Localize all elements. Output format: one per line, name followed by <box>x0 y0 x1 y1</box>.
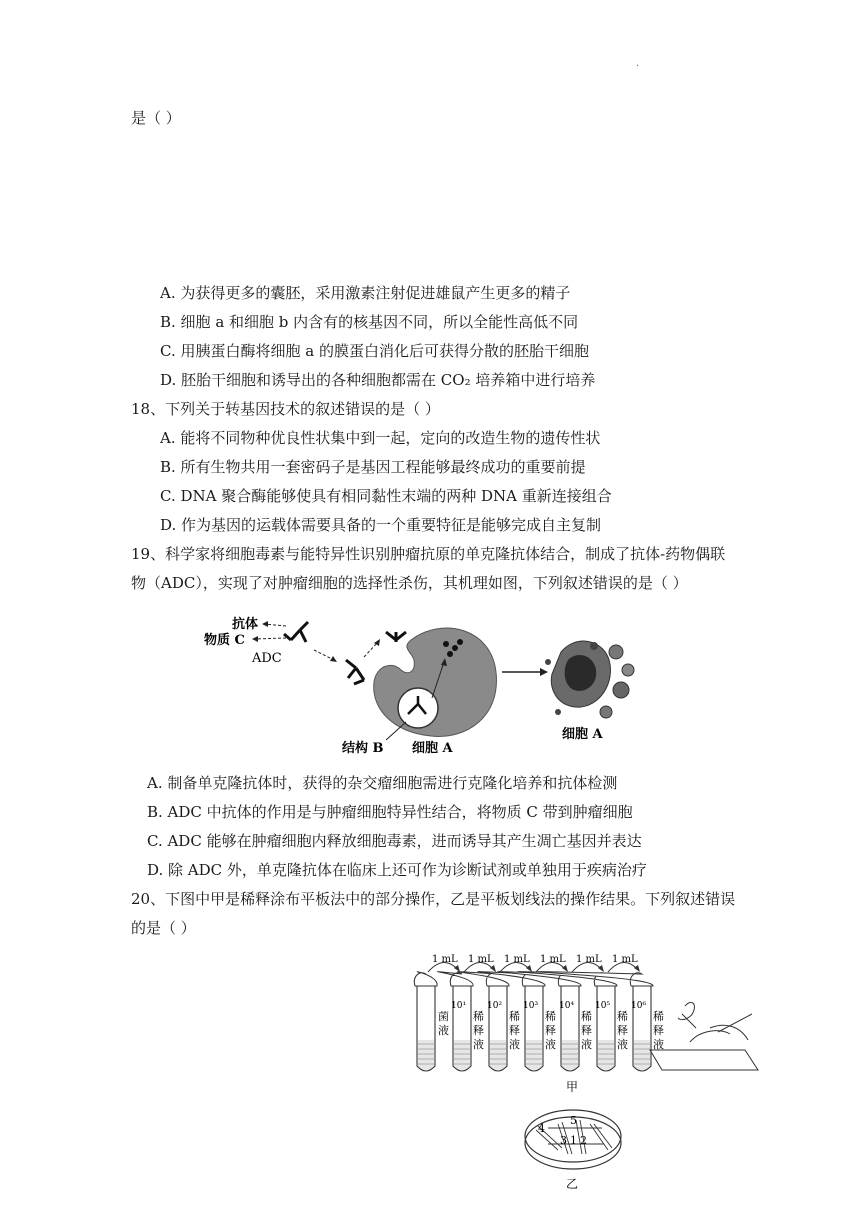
label-substance-c: 物质 C <box>204 633 245 648</box>
plate-number-5: 5 <box>570 1114 577 1127</box>
q17-option-b: B. 细胞 a 和细胞 b 内含有的核基因不同，所以全能性高低不同 <box>160 313 579 331</box>
q19-option-a: A. 制备单克隆抗体时，获得的杂交瘤细胞需进行克隆化培养和抗体检测 <box>147 774 618 792</box>
tube-label-char: 液 <box>581 1038 592 1051</box>
tube-label-char: 液 <box>438 1024 449 1037</box>
q19-stem-line2: 物（ADC），实现了对肿瘤细胞的选择性杀伤，其机理如图，下列叙述错误的是（ ） <box>131 574 688 592</box>
adc-bound-icon <box>346 660 364 684</box>
tube-label-char: 液 <box>545 1038 556 1051</box>
tube-label-char: 稀 <box>617 1010 628 1023</box>
q17-option-c: C. 用胰蛋白酶将细胞 a 的膜蛋白消化后可获得分散的胚胎干细胞 <box>160 342 589 360</box>
label-jia: 甲 <box>566 1080 579 1094</box>
transfer-volume-label: 1 mL <box>504 954 530 965</box>
dilution-tube <box>414 972 449 1071</box>
tube-label-char: 稀 <box>473 1010 484 1023</box>
label-adc: ADC <box>252 651 282 666</box>
q18-option-a: A. 能将不同物种优良性状集中到一起，定向的改造生物的遗传性状 <box>160 429 601 447</box>
transfer-arrows <box>428 954 640 972</box>
transfer-arrow <box>608 954 640 972</box>
dilution-tubes <box>414 972 664 1071</box>
tube-dilution-label: 10¹ <box>451 1001 467 1011</box>
transfer-arrow <box>500 954 532 972</box>
plate-number-4: 4 <box>538 1122 545 1135</box>
tube-dilution-label: 10⁶ <box>631 1001 647 1011</box>
transfer-arrow <box>572 954 604 972</box>
header-dot: . <box>636 58 640 69</box>
structure-b-shape <box>398 688 438 728</box>
label-antibody: 抗体 <box>232 617 259 632</box>
tube-label-char: 液 <box>617 1038 628 1051</box>
transfer-arrow <box>428 954 460 972</box>
label-cell-a: 细胞 A <box>412 741 453 756</box>
tube-label-char: 稀 <box>581 1010 592 1023</box>
tube-label-char: 液 <box>653 1038 664 1051</box>
q19-option-d: D. 除 ADC 外，单克隆抗体在临床上还可作为诊断试剂或单独用于疾病治疗 <box>147 861 647 879</box>
q20-stem-line1: 20、下图中甲是稀释涂布平板法中的部分操作，乙是平板划线法的操作结果。下列叙述错误 <box>131 890 736 908</box>
q18-stem: 18、下列关于转基因技术的叙述错误的是（ ） <box>131 400 440 418</box>
tube-label-char: 稀 <box>509 1010 520 1023</box>
tube-label-char: 释 <box>509 1024 520 1037</box>
q18-option-b: B. 所有生物共用一套密码子是基因工程能够最终成功的重要前提 <box>160 458 586 476</box>
transfer-volume-label: 1 mL <box>468 954 494 965</box>
tube-label-char: 释 <box>653 1024 664 1037</box>
tube-label-char: 释 <box>545 1024 556 1037</box>
q17-stem-tail: 是（ ） <box>131 109 181 127</box>
adc-mechanism-figure <box>196 612 656 758</box>
adc-antibody-icon <box>284 622 308 642</box>
transfer-volume-label: 1 mL <box>576 954 602 965</box>
transfer-volume-label: 1 mL <box>432 954 458 965</box>
q19-option-b: B. ADC 中抗体的作用是与肿瘤细胞特异性结合，将物质 C 带到肿瘤细胞 <box>147 803 633 821</box>
q19-option-c: C. ADC 能够在肿瘤细胞内释放细胞毒素，进而诱导其产生凋亡基因并表达 <box>147 832 642 850</box>
label-structure-b: 结构 B <box>342 741 384 756</box>
tube-label-char: 液 <box>473 1038 484 1051</box>
transfer-volume-label: 1 mL <box>612 954 638 965</box>
q20-stem-line2: 的是（ ） <box>131 919 196 937</box>
q17-option-a: A. 为获得更多的囊胚，采用激素注射促进雄鼠产生更多的精子 <box>160 284 571 302</box>
tube-label-char: 液 <box>509 1038 520 1051</box>
dilution-figure-jia <box>400 948 760 1098</box>
tube-label-char: 释 <box>473 1024 484 1037</box>
tube-dilution-label: 10⁴ <box>559 1001 575 1011</box>
q19-stem-line1: 19、科学家将细胞毒素与能特异性识别肿瘤抗原的单克隆抗体结合，制成了抗体-药物偶联 <box>131 545 726 563</box>
q18-option-d: D. 作为基因的运载体需要具备的一个重要特征是能够完成自主复制 <box>160 516 602 534</box>
apoptotic-cell-shape <box>545 641 634 718</box>
tube-dilution-label: 10⁵ <box>595 1001 611 1011</box>
plate-number-3: 3 <box>560 1134 567 1147</box>
tube-dilution-label: 10² <box>487 1001 503 1011</box>
spreading-illustration-icon <box>650 1003 758 1070</box>
streak-plate-figure-yi <box>518 1098 628 1190</box>
label-cell-a-after: 细胞 A <box>562 727 603 742</box>
plate-number-1: 1 <box>570 1134 577 1147</box>
tube-label-char: 稀 <box>653 1010 664 1023</box>
tube-label-char: 释 <box>581 1024 592 1037</box>
transfer-arrow <box>536 954 568 972</box>
tube-dilution-label: 10³ <box>523 1001 539 1011</box>
tumor-cell-shape <box>374 628 497 736</box>
label-yi: 乙 <box>566 1177 579 1190</box>
plate-number-2: 2 <box>580 1134 587 1147</box>
tube-label-char: 稀 <box>545 1010 556 1023</box>
transfer-volume-label: 1 mL <box>540 954 566 965</box>
q17-option-d: D. 胚胎干细胞和诱导出的各种细胞都需在 CO₂ 培养箱中进行培养 <box>160 371 596 389</box>
tube-label-char: 释 <box>617 1024 628 1037</box>
transfer-arrow <box>464 954 496 972</box>
tube-label-char: 菌 <box>438 1010 449 1023</box>
q18-option-c: C. DNA 聚合酶能够使具有相同黏性末端的两种 DNA 重新连接组合 <box>160 487 612 505</box>
released-antibody-icon <box>386 632 406 642</box>
